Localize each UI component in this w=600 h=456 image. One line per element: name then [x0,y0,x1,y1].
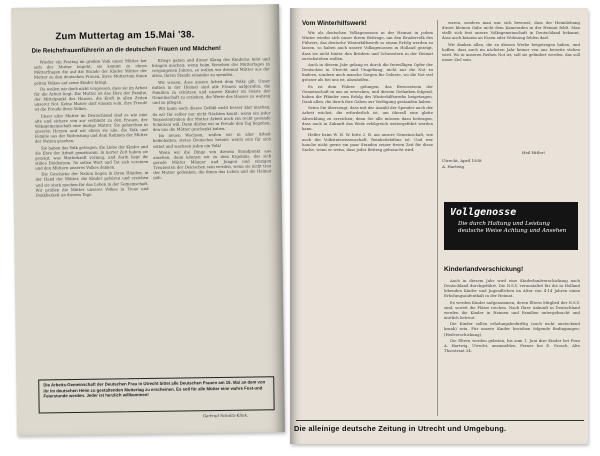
paragraph: Es ist dem Führer gelungen, das Bewusstsein der Gemeinschaft in uns zu erwecken, und diesem Gedanken folgend, haben die Pfänder zum Erfolg des Winterhilfswerks beigetragen. Dank allen, die durch ihre Gaben zur Verfügung gestanden haben. [302,83,433,105]
winterhilfswerk-title: Vom Winterhilfswerk! [302,20,367,27]
left-column-1 [34,58,151,378]
paragraph: Im neuen Wachsen, wollen wir in aller Arbeit beibehalten, stetes Deutsches betont: welch sein für sich selbst und wachsen jeden ein Volk! [152,131,271,149]
left-column-2 [152,56,274,376]
paragraph: Die Geschicke der Nation liegen in ihren Händen, in der Hand der Mütter, die Kinder gebären und erziehen und sie stark machen für das Leben in der Gemeinschaft. Wir grüßen die Mütter unseres Volkes in Treue und Dankbarkeit an diesem Tage. [35,170,149,198]
wh-place-date: Utrecht, April 1938 [442,158,482,163]
paragraph: Helfer beim W. H. W. bitte 2. B. um unsere Gemeinschaft, wie auch die Volkstatswissenschaft, Reinheitsbühne ist. Und wer hauche nicht gerne ein paar Stunden seiner freien Zeit für diese Sache, wenn er weiss, dass jeder Beitrag gebraucht wird. [302,131,433,153]
paragraph: Auch in diesem Jahr wird eine Kinderlandverschickung nach Deutschland durchgeführt. Die N.S.V. veranstaltet für die in Holland lebenden Kinder und Jugendlichen im Alter von 4-14 Jahren einen Erholungsaufenthalt in der Heimat. [444,278,580,299]
right-column-1 [302,30,433,420]
paragraph: Unser aller Mutter im Deutschland sind es wie eine alte und sichere von zur verbliebt zu den Frauen, der Volksgemeinschaft eine mutige Mutter. Sie gehorchen in unseren Herzen und wir ehren sie alle, die Volk und Familie aus der Vorleistung und dem Rahmen der Mütter der Nation gesehen. [34,111,148,144]
kinderlandverschickung-column [444,278,580,412]
paragraph: Sie haben das Volk getragen, die Liebe der Kinder und die Ehre der Arbeit gemeinsam. In harter Zeit haben sie gezeigt, was Mutterkraft vermag, und darin liegt ihr stilles Heldentum. So sollen Wort und Tat sich vereinen und den Müttern unseres Volkes danken. [35,143,149,171]
event-announcement-box: Die Arbeits-Gemeinschaft der Deutschen Frau in Utrecht bittet alle Deutschen Frauen am 15. Mai an dem von ihr im deutschen Heim zu gestaltenden Muttertag zu erscheinen. Es soll für alle Mütter eine wahre Fest-und Feierstunde werden. Jeder ist herzlich willkommen! [38,376,274,413]
newspaper-footer: Die alleinige deutsche Zeitung in Utrecht und Umgebung. [294,424,507,433]
left-page [11,4,285,436]
banner-title: Vollgenosse [450,207,517,218]
paragraph: Wenn wir die Dinge von diesem Standpunkt aus ansehen, dann können wir zu dem Ergebnis, das sich gerade Mütter Männer und Jungen und einzigen Treubesten der Deutschen sein werden, wenn sie nicht treu der Mutter gedenken, die ihnen das Leben und die Heimat gab. [153,147,272,181]
paragraph: Wir wissen, dass unsere Arbeit dem Volke gilt. Unser mitten in der Heimat sind alle Frauen aufgerufen, die Familien zu schützen und unsere Kinder im Geiste der Gemeinschaft zu erziehen, die Werte des Hauses zu wahren und zu pflegen. [152,77,271,106]
paragraph: Seien Sie überzeugt, dass mit der Anzahl der Spender auch der Arbeit wächst, die erforderlich ist, um überall eine glatte Abwicklung zu erreichen; denn Sie alle müssen dazu beitragen, dass auch in Zukunft das Werk erfolgreich weitergeführt werden kann. [302,105,433,131]
left-page-subtitle: Die Reichsfrauenführerin an die deutschen Frauen und Mädchen! [31,44,221,55]
signature: Gertrud Scholtz-Klink. [202,412,249,419]
paragraph: Wieder ein Festtag im großen Volk unser Mütter hat sich der Mutter begeht, sie kommt zu ehren Mütterfragen die auf die Stunde der Kinder Mütter der Mutter zu den deutschen Frauen, ihres Muttertum ihnen gelten Volkes auf seine Kinder bringt. [33,58,148,86]
right-column-2 [442,20,580,148]
left-page-title: Zum Muttertag am 15.Mai '38. [55,29,195,43]
paragraph: Die Kinder sollen erholungsbedürftig (auch nicht ansteckend krank) sein. Für unsere Kinder bestehen folgende Bedingungen: (Heilverschickung). [444,321,580,337]
right-page [290,8,588,444]
column-divider [437,20,438,416]
footer-rule [296,420,584,421]
kinderlandverschickung-title: Kinderlandverschickung! [444,266,524,273]
paragraph: waren, sondern man war sich bewusst, dass der Heimliebung dieser kleinen Gabe nicht dem Kameraden in der Heimat fehlt. Man stellt sich fest unsere Volksgemeinschaft in Deutschland bekannt, dass auch keinem an Essen oder Wohnung fehlen darf. [442,20,580,41]
paragraph: Die Eltern werden gebeten, bis zum 1. Juni ihre Kinder bei Frau A. Hartwig, Utrecht, anzumelden. Ferner bei E. Grosch, Alte Thorstraat 34. [444,337,580,354]
wh-author: A. Hartwig [442,164,465,169]
paragraph: Wir danken allen, die zu diesem Werke beigetragen haben, und hoffen, dass auch im nächsten Jahr keiner von uns beiseite stehen wird. Wo in unseren Reihen Not ist, soll sie gelindert werden, das soll unser Ziel sein. [442,41,580,63]
wh-greeting: Heil Hitler! [522,150,546,155]
paragraph: Wir kann nach dieses Gefühl nicht besser klar machen, da wir Ihr selber nur nicht Nächten kennt: wenn ein jeder Vorpostentrohen der Mutter Arbeit noch ein recht gesunde Schicksal will. Dann dürfen wir in Freude den Tag begehen, den uns die Mütter geschenkt haben. [152,104,271,132]
paragraph: Wir als deutschen Volksgenossen in der Heimat in jedem Winter wieder sich unser ihrem Beitrage, um den Brudervolk des Führers, das deutsche Winterhilfswerk so einem Erfolg werden zu lassen, so haben auch unsere Volksgenossen in Holland gezeigt, dass sie nicht hinter den Brüdern und Schwestern in der Heimat zurückstehen wollen. [302,30,433,61]
paragraph: Es werden Kinder aufgenommen, deren Eltern Mitglied der N.S.V. sind, soweit die Plätze reichen. Nach Ihrer Ankunft in Deutschland werden die Kinder in Heimen und Familien untergebracht und ärztlich betreut. [444,299,580,321]
paragraph: Auch in diesem Jahr gelang es durch die freiwilligen Opfer der Deutschen in Utrecht und Umgebung, nicht nur die Not zu lindern, sondern auch manche Sorgen für Gebiete, wo die Not viel grösser als bei uns ist, abzuhelfen. [302,61,433,83]
paragraph: Kriege gaben und dieser Klang des Kinderns hebt und bringen machen: wenn beim Versehen des Muttertages in vergangenen Jahren, so wollen wir diesmal Mütter aus der alten, ihrem Stande einander zu spenden. [151,56,270,79]
paragraph: Da wollen wir doch nicht vergessen, dass sie im Arbeit für die Arbeit liegt. Die Mutter ist das Herz der Familie, der Mittelpunkt des Hauses, die Kraft in allen Zeiten unserer Not. Keine Mutter darf einsam sein, ihre Freude ist die Freude ihres Volkes. [34,84,148,112]
volksgenosse-banner [444,202,578,250]
banner-text: Die durch Haltung und Leistung deutsche Weise Achtung und Ansehen [458,221,567,234]
